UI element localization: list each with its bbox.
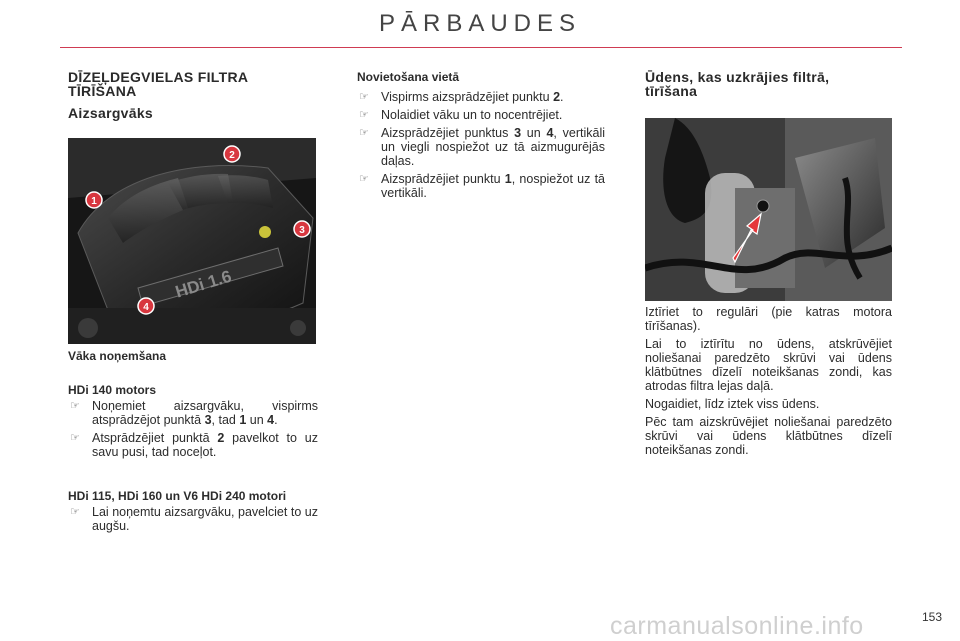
title-divider (60, 47, 902, 48)
svg-text:2: 2 (229, 150, 235, 161)
column-left-body (68, 349, 318, 537)
group1-title: HDi 140 motors (68, 383, 157, 397)
fuel-filter-illustration (645, 118, 892, 301)
column-left (68, 70, 318, 120)
group1-list (68, 399, 318, 459)
page-title: PĀRBAUDES (378, 10, 582, 37)
bullet-hand-icon: ☞ (359, 127, 369, 139)
refit-list (357, 90, 605, 200)
photo-callouts (68, 138, 316, 344)
bullet-hand-icon: ☞ (359, 109, 369, 121)
callout-1 (86, 192, 102, 208)
refit-title: Novietošana vietā (357, 70, 460, 84)
svg-text:4: 4 (143, 302, 149, 313)
list-item: ☞ Aizsprādzējiet punktu 1, nospiežot uz tā vertikāli. (359, 172, 605, 200)
section-title: DĪZEĻDEGVIELAS FILTRA TĪRĪŠANA (68, 69, 248, 99)
paragraph: Nogaidiet, līdz iztek viss ūdens. (645, 397, 820, 411)
subsection-title: Aizsargvāks (68, 105, 154, 121)
drain-screw (757, 200, 769, 212)
fuel-filter-photo (645, 118, 892, 301)
column-right (645, 70, 892, 98)
engine-logo-text: HDi 1.6 (173, 266, 234, 302)
list-item: ☞ Nolaidiet vāku un to nocentrējiet. (359, 108, 563, 122)
photo-caption: Vāka noņemšana (68, 349, 167, 363)
bullet-hand-icon: ☞ (70, 432, 80, 444)
paragraph: Pēc tam aizskrūvējiet noliešanai paredzēto skrūvi vai ūdens klātbūtnes dīzelī noteikšanas zondi. (645, 415, 892, 457)
bullet-hand-icon: ☞ (70, 400, 80, 412)
paragraph: Lai to iztīrītu no ūdens, atskrūvējiet noliešanai paredzēto skrūvi vai ūdens klātbūtnes dīzelī noteikšanas zondi, kas atrodas filtra lejas daļā. (645, 337, 892, 393)
bullet-hand-icon: ☞ (70, 506, 80, 518)
page-number: 153 (921, 610, 942, 624)
list-item: ☞ Atsprādzējiet punktā 2 pavelkot to uz savu pusi, tad noceļot. (70, 431, 318, 459)
water-section-title: Ūdens, kas uzkrājies filtrā, tīrīšana (645, 69, 830, 99)
group2-list (68, 505, 318, 533)
list-item: ☞ Aizsprādzējiet punktus 3 un 4, vertikāli un viegli nospiežot uz tā aizmugurējās daļas. (359, 126, 605, 168)
list-item: ☞ Lai noņemtu aizsargvāku, pavelciet to uz augšu. (70, 505, 318, 533)
column-middle (357, 70, 605, 204)
bullet-hand-icon: ☞ (359, 173, 369, 185)
list-item: ☞ Noņemiet aizsargvāku, vispirms atsprādzējot punktā 3, tad 1 un 4. (70, 399, 318, 427)
watermark: carmanualsonline.info (610, 612, 864, 640)
column-right-body (645, 305, 892, 461)
svg-text:3: 3 (299, 225, 305, 236)
callout-4 (138, 298, 154, 314)
callout-2 (224, 146, 240, 162)
list-item: ☞ Vispirms aizsprādzējiet punktu 2. (359, 90, 564, 104)
callout-3 (294, 221, 310, 237)
paragraph: Iztīriet to regulāri (pie katras motora tīrīšanas). (645, 305, 892, 333)
group2-title: HDi 115, HDi 160 un V6 HDi 240 motori (68, 489, 287, 503)
svg-text:1: 1 (91, 196, 97, 207)
engine-cover-photo (68, 138, 316, 344)
bullet-hand-icon: ☞ (359, 91, 369, 103)
